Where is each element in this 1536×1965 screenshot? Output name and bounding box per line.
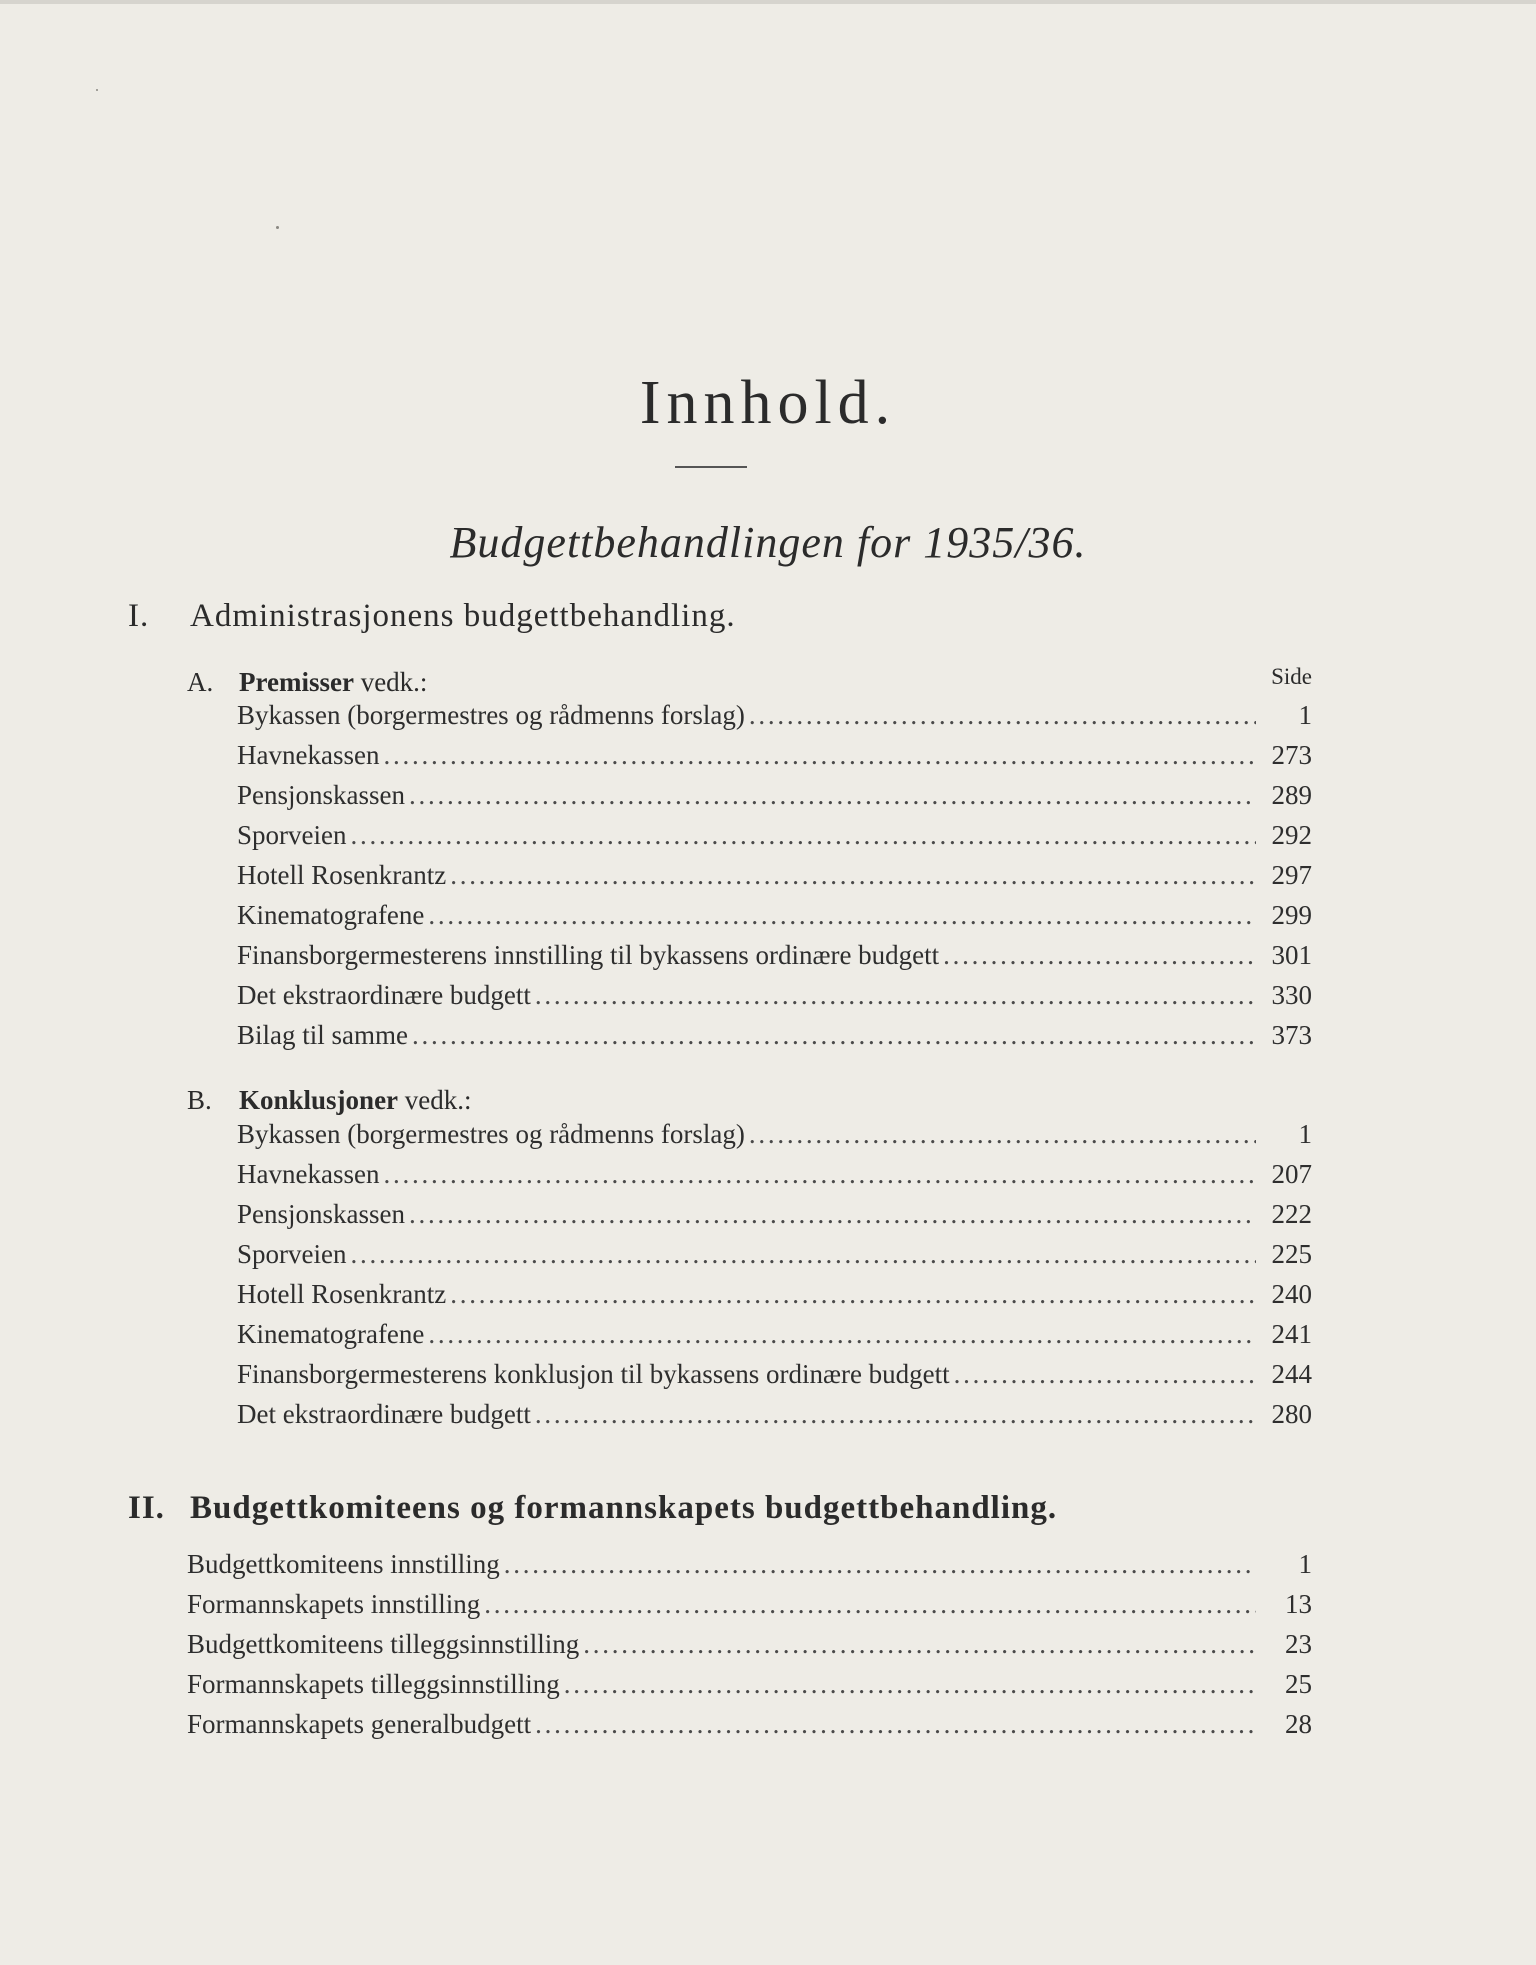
toc-entry-label: Bykassen (borgermestres og rådmenns forslag) xyxy=(237,700,745,730)
toc-entry-label: Hotell Rosenkrantz xyxy=(237,1279,447,1309)
dot-leader xyxy=(535,980,1256,1011)
toc-entry-page: 1 xyxy=(1298,1549,1312,1579)
paper-speck xyxy=(96,89,98,91)
dot-leader xyxy=(583,1629,1256,1660)
dot-leader xyxy=(350,1239,1256,1270)
dot-leader xyxy=(450,860,1256,891)
side-column-label: Side xyxy=(1271,664,1312,689)
toc-entry-label: Bykassen (borgermestres og rådmenns forslag) xyxy=(237,1119,745,1149)
section-b-letter: B. xyxy=(187,1085,212,1115)
toc-entry-label: Havnekassen xyxy=(237,1159,380,1189)
dot-leader xyxy=(943,940,1256,971)
toc-entry[interactable] xyxy=(237,1199,1312,1239)
toc-entry-label: Budgettkomiteens innstilling xyxy=(187,1549,500,1579)
title-divider xyxy=(675,466,747,468)
toc-entry[interactable] xyxy=(187,1549,1312,1589)
toc-entry-label: Hotell Rosenkrantz xyxy=(237,860,447,890)
toc-entry-label: Sporveien xyxy=(237,1239,347,1269)
toc-entry[interactable] xyxy=(237,1020,1312,1060)
toc-entry[interactable] xyxy=(237,980,1312,1020)
section-a-list xyxy=(237,700,1312,1060)
toc-entry-page: 222 xyxy=(1271,1199,1312,1229)
dot-leader xyxy=(450,1279,1256,1310)
toc-entry-page: 297 xyxy=(1271,860,1312,890)
toc-entry[interactable] xyxy=(237,1279,1312,1319)
toc-entry-page: 244 xyxy=(1271,1359,1312,1389)
toc-entry[interactable] xyxy=(237,740,1312,780)
section-a-name: Premisser xyxy=(239,667,354,697)
toc-entry-label: Finansborgermesterens konklusjon til bykassens ordinære budgett xyxy=(237,1359,950,1389)
toc-entry-label: Budgettkomiteens tilleggsinnstilling xyxy=(187,1629,580,1659)
toc-entry-label: Formannskapets generalbudgett xyxy=(187,1709,532,1739)
toc-entry[interactable] xyxy=(237,700,1312,740)
dot-leader xyxy=(504,1549,1256,1580)
part-i-title: Administrasjonens budgettbehandling. xyxy=(190,598,736,634)
toc-entry-label: Pensjonskassen xyxy=(237,1199,405,1229)
toc-entry-label: Kinematografene xyxy=(237,1319,425,1349)
dot-leader xyxy=(409,780,1256,811)
section-a-heading xyxy=(187,667,427,698)
toc-entry-label: Kinematografene xyxy=(237,900,425,930)
toc-entry-page: 225 xyxy=(1271,1239,1312,1269)
toc-entry[interactable] xyxy=(237,820,1312,860)
toc-entry-page: 273 xyxy=(1271,740,1312,770)
toc-entry[interactable] xyxy=(187,1629,1312,1669)
part-i-numeral: I. xyxy=(128,598,150,634)
dot-leader xyxy=(428,1319,1256,1350)
toc-entry-page: 292 xyxy=(1271,820,1312,850)
toc-entry-page: 207 xyxy=(1271,1159,1312,1189)
section-a-letter: A. xyxy=(187,667,214,697)
section-a-suffix: vedk.: xyxy=(353,667,428,697)
toc-entry[interactable] xyxy=(237,940,1312,980)
toc-entry[interactable] xyxy=(187,1669,1312,1709)
toc-entry[interactable] xyxy=(237,900,1312,940)
toc-entry-page: 1 xyxy=(1298,1119,1312,1149)
toc-entry-page: 25 xyxy=(1285,1669,1312,1699)
part-ii-list xyxy=(187,1549,1312,1749)
paper-speck xyxy=(276,226,279,229)
toc-entry-page: 28 xyxy=(1285,1709,1312,1739)
section-b-heading xyxy=(187,1085,472,1116)
dot-leader xyxy=(564,1669,1256,1700)
dot-leader xyxy=(535,1399,1256,1430)
dot-leader xyxy=(383,1159,1256,1190)
part-ii-numeral: II. xyxy=(128,1490,165,1526)
toc-entry[interactable] xyxy=(187,1589,1312,1629)
dot-leader xyxy=(749,1119,1256,1150)
toc-entry[interactable] xyxy=(237,1159,1312,1199)
toc-entry-page: 23 xyxy=(1285,1629,1312,1659)
toc-entry-label: Det ekstraordinære budgett xyxy=(237,980,531,1010)
page-subtitle: Budgettbehandlingen for 1935/36. xyxy=(449,518,1087,567)
page-top-edge xyxy=(0,0,1536,4)
toc-entry-page: 289 xyxy=(1271,780,1312,810)
toc-entry-label: Sporveien xyxy=(237,820,347,850)
toc-entry[interactable] xyxy=(187,1709,1312,1749)
part-ii-heading xyxy=(128,1490,1057,1527)
section-b-suffix: vedk.: xyxy=(398,1085,472,1115)
dot-leader xyxy=(749,700,1256,731)
dot-leader xyxy=(383,740,1256,771)
toc-entry-page: 373 xyxy=(1271,1020,1312,1050)
toc-entry[interactable] xyxy=(237,860,1312,900)
toc-entry[interactable] xyxy=(237,1399,1312,1439)
toc-entry-page: 280 xyxy=(1271,1399,1312,1429)
part-i-heading xyxy=(128,598,736,635)
toc-entry-label: Havnekassen xyxy=(237,740,380,770)
toc-entry-label: Formannskapets tilleggsinnstilling xyxy=(187,1669,560,1699)
dot-leader xyxy=(350,820,1256,851)
dot-leader xyxy=(409,1199,1256,1230)
toc-entry[interactable] xyxy=(237,1359,1312,1399)
toc-entry[interactable] xyxy=(237,780,1312,820)
section-b-list xyxy=(237,1119,1312,1439)
dot-leader xyxy=(484,1589,1256,1620)
dot-leader xyxy=(428,900,1256,931)
toc-entry[interactable] xyxy=(237,1119,1312,1159)
dot-leader xyxy=(412,1020,1256,1051)
dot-leader xyxy=(535,1709,1256,1740)
toc-entry-label: Det ekstraordinære budgett xyxy=(237,1399,531,1429)
section-b-name: Konklusjoner xyxy=(239,1085,399,1115)
toc-entry-page: 241 xyxy=(1271,1319,1312,1349)
toc-entry-label: Bilag til samme xyxy=(237,1020,408,1050)
toc-entry-page: 301 xyxy=(1271,940,1312,970)
toc-entry-page: 240 xyxy=(1271,1279,1312,1309)
toc-entry-label: Pensjonskassen xyxy=(237,780,405,810)
page-title: Innhold. xyxy=(639,369,897,437)
toc-entry[interactable] xyxy=(237,1319,1312,1359)
dot-leader xyxy=(954,1359,1256,1390)
toc-entry-page: 13 xyxy=(1285,1589,1312,1619)
toc-entry-label: Finansborgermesterens innstilling til bykassens ordinære budgett xyxy=(237,940,940,970)
toc-entry-page: 299 xyxy=(1271,900,1312,930)
part-ii-title: Budgettkomiteens og formannskapets budgettbehandling. xyxy=(190,1490,1058,1526)
toc-entry-page: 330 xyxy=(1271,980,1312,1010)
toc-entry-page: 1 xyxy=(1298,700,1312,730)
toc-entry-label: Formannskapets innstilling xyxy=(187,1589,481,1619)
toc-entry[interactable] xyxy=(237,1239,1312,1279)
